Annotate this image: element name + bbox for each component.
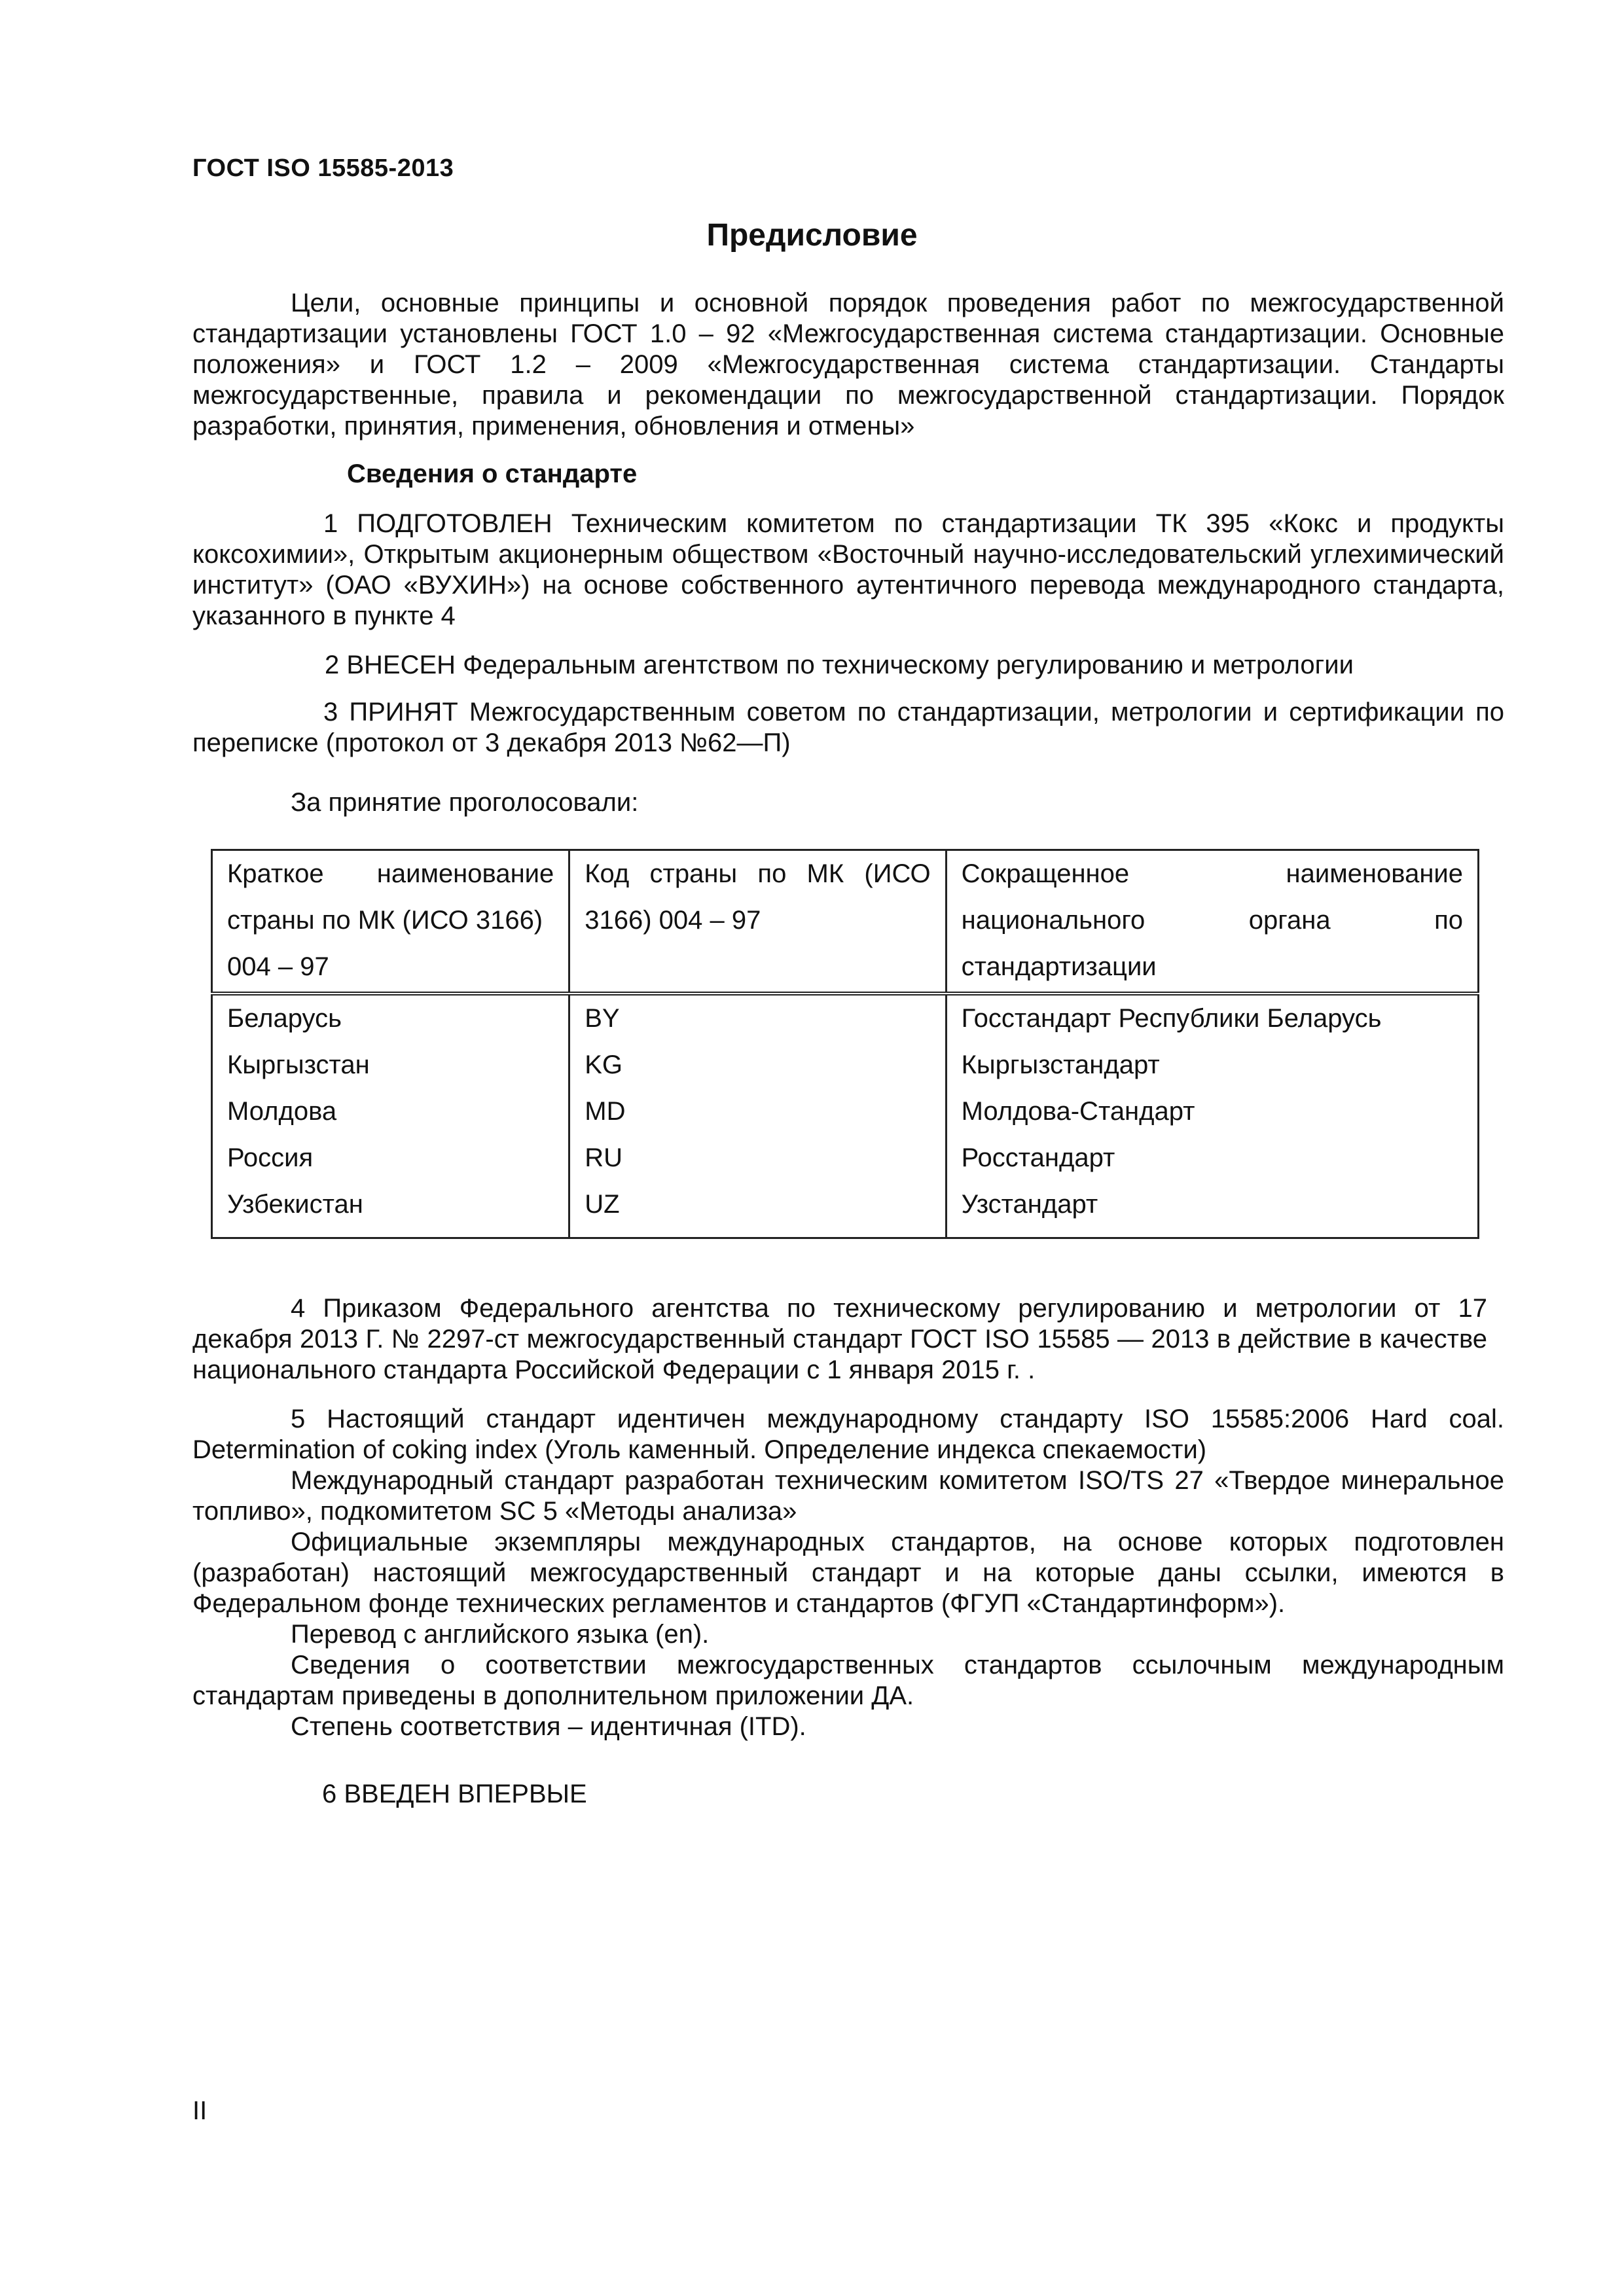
table-header-row: [212, 850, 1479, 994]
table-cell: [946, 994, 1478, 1238]
item5-paragraph: 5 Настоящий стандарт идентичен международному стандарту ISO 15585:2006 Hard coal. Determination of coking index (Уголь каменный. Определение индекса спекаемости): [192, 1405, 1504, 1464]
header-line: страны по МК (ИСО 3166): [227, 906, 543, 935]
country-name: Молдова: [227, 1097, 337, 1126]
header-line: Код страны по МК (ИСО: [585, 859, 931, 888]
standards-body: Росстандарт: [961, 1143, 1115, 1172]
header-line: Сокращенное наименование: [961, 859, 1463, 888]
country-name: Кыргызстан: [227, 1050, 370, 1079]
table-header-cell: [946, 850, 1478, 994]
item3-block: [192, 697, 1504, 759]
intro-paragraph: Цели, основные принципы и основной порядок проведения работ по межгосударственной стандартизации установлены ГОСТ 1.0 – 92 «Межгосударственная система стандартизации. Основные положения» и ГОСТ 1.2 – 2009 «Межгосударственная система стандартизации. Стандарты межгосударственные, правила и рекомендации по межгосударственной стандартизации. Порядок разработки, принятия, применения, обновления и отмены»: [192, 289, 1504, 440]
country-name: Узбекистан: [227, 1190, 363, 1219]
table-cell: [569, 994, 946, 1238]
country-code: UZ: [585, 1190, 620, 1219]
voted-label: За принятие проголосовали:: [291, 788, 639, 817]
country-code: KG: [585, 1050, 623, 1079]
item3-paragraph: 3 ПРИНЯТ Межгосударственным советом по стандартизации, метрологии и сертификации по переписке (протокол от 3 декабря 2013 №62—П): [192, 698, 1504, 757]
header-line: национального органа по: [961, 906, 1463, 935]
header-line: 004 – 97: [227, 952, 329, 981]
standards-body: Госстандарт Республики Беларусь: [961, 1004, 1382, 1033]
item4-block: [192, 1293, 1487, 1386]
document-id: ГОСТ ISO 15585-2013: [192, 154, 454, 182]
item6-paragraph: 6 ВВЕДЕН ВПЕРВЫЕ: [322, 1780, 587, 1808]
item1-paragraph: 1 ПОДГОТОВЛЕН Техническим комитетом по стандартизации ТК 395 «Кокс и продукты коксохимии», Открытым акционерным обществом «Восточный научно-исследовательский углехимический институт» (ОАО «ВУХИН») на основе собственного аутентичного перевода международного стандарта, указанного в пункте 4: [192, 509, 1504, 630]
table-header-cell: [212, 850, 569, 994]
item5-paragraph: Официальные экземпляры международных стандартов, на основе которых подготовлен (разработан) настоящий межгосударственный стандарт и на которые даны ссылки, имеются в Федеральном фонде технических регламентов и стандартов (ФГУП «Стандартинформ»).: [192, 1528, 1504, 1618]
subheading: Сведения о стандарте: [347, 459, 638, 488]
standards-body: Молдова-Стандарт: [961, 1097, 1195, 1126]
item5-paragraph: Сведения о соответствии межгосударственных стандартов ссылочным международным стандартам приведены в дополнительном приложении ДА.: [192, 1651, 1504, 1710]
country-code: RU: [585, 1143, 623, 1172]
country-code: MD: [585, 1097, 626, 1126]
country-name: Беларусь: [227, 1004, 342, 1033]
standards-body: Кыргызстандарт: [961, 1050, 1160, 1079]
item5-paragraph: Международный стандарт разработан техническим комитетом ISO/TS 27 «Твердое минеральное топливо», подкомитетом SC 5 «Методы анализа»: [192, 1466, 1504, 1526]
item1-block: [192, 509, 1504, 632]
table-header-cell: [569, 850, 946, 994]
table-cell: [212, 994, 569, 1238]
standards-body: Узстандарт: [961, 1190, 1098, 1219]
item5-block: [192, 1404, 1504, 1742]
item5-paragraph: Степень соответствия – идентичная (ITD).: [291, 1712, 806, 1741]
voting-table: [211, 849, 1479, 1239]
item4-paragraph: 4 Приказом Федерального агентства по техническому регулированию и метрологии от 17 декабря 2013 Г. № 2297-ст межгосударственный стандарт ГОСТ ISO 15585 — 2013 в действие в качестве национального стандарта Российской Федерации с 1 января 2015 г. .: [192, 1294, 1487, 1384]
header-line: Краткое наименование: [227, 859, 554, 888]
country-code: BY: [585, 1004, 620, 1033]
item5-paragraph: Перевод с английского языка (en).: [291, 1620, 710, 1649]
page-number: II: [192, 2096, 208, 2125]
intro-block: [192, 288, 1504, 442]
page-title: Предисловие: [706, 218, 918, 253]
item2-paragraph: 2 ВНЕСЕН Федеральным агентством по техническому регулированию и метрологии: [325, 651, 1354, 679]
header-line: стандартизации: [961, 952, 1157, 981]
header-line: 3166) 004 – 97: [585, 906, 761, 935]
country-name: Россия: [227, 1143, 314, 1172]
table-body-row: [212, 994, 1479, 1238]
